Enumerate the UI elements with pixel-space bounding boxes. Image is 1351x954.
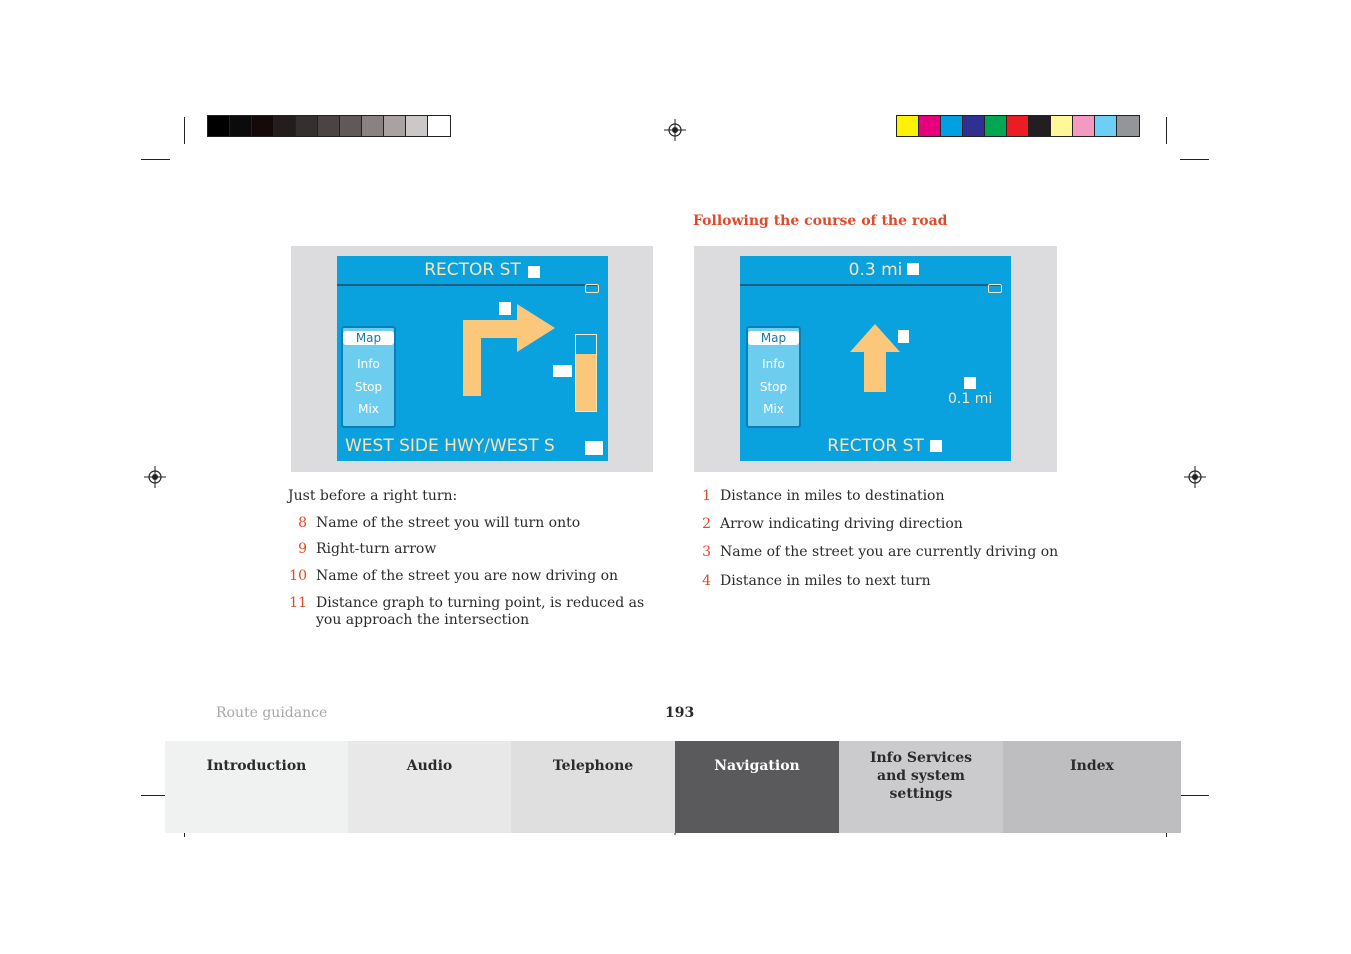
menu-item-mix[interactable]: Mix bbox=[763, 402, 784, 416]
callout-marker bbox=[553, 365, 572, 377]
legend-item: 4 Distance in miles to next turn bbox=[702, 573, 931, 589]
chapter-tabs bbox=[165, 741, 1181, 833]
section-heading: Following the course of the road bbox=[693, 213, 948, 229]
right-turn-arrow-icon bbox=[459, 302, 557, 398]
header-divider bbox=[740, 284, 1002, 286]
crop-mark bbox=[1180, 795, 1209, 796]
legend-item: 3 Name of the street you are currently driving on bbox=[702, 544, 1059, 560]
legend-item: 8 Name of the street you will turn onto bbox=[298, 515, 581, 531]
distance-graph-fill bbox=[576, 354, 596, 411]
color-swatch bbox=[941, 116, 963, 136]
crop-mark bbox=[184, 117, 185, 144]
color-swatch bbox=[428, 116, 450, 136]
crop-mark bbox=[1180, 159, 1209, 160]
menu-item-info[interactable]: Info bbox=[357, 357, 380, 371]
caption-intro: Just before a right turn: bbox=[288, 488, 458, 504]
registration-mark-icon bbox=[664, 119, 686, 141]
tab-introduction[interactable]: Introduction bbox=[165, 741, 348, 833]
color-swatch bbox=[1073, 116, 1095, 136]
footer-section-label: Route guidance bbox=[216, 705, 328, 721]
crop-mark bbox=[141, 159, 170, 160]
color-swatch bbox=[296, 116, 318, 136]
next-street-name: RECTOR ST bbox=[424, 260, 521, 280]
map-scale-icon bbox=[988, 284, 1002, 293]
straight-arrow-icon bbox=[848, 322, 902, 394]
color-swatch bbox=[985, 116, 1007, 136]
color-swatch bbox=[1029, 116, 1051, 136]
current-street-name: WEST SIDE HWY/WEST S bbox=[345, 436, 555, 456]
legend-item: 9 Right-turn arrow bbox=[298, 541, 437, 557]
color-swatch bbox=[1095, 116, 1117, 136]
color-swatch bbox=[362, 116, 384, 136]
legend-item: 11 Distance graph to turning point, is reduced as you approach the intersection bbox=[289, 595, 645, 628]
color-swatch bbox=[406, 116, 428, 136]
distance-to-next-turn: 0.1 mi bbox=[948, 391, 993, 407]
side-menu bbox=[341, 326, 396, 428]
color-swatch bbox=[252, 116, 274, 136]
crop-mark bbox=[1166, 117, 1167, 144]
color-swatch bbox=[384, 116, 406, 136]
color-swatch bbox=[208, 116, 230, 136]
registration-mark-icon bbox=[1184, 466, 1206, 488]
screen-figure-following-road bbox=[694, 246, 1057, 472]
navigation-display bbox=[740, 256, 1011, 461]
menu-item-mix[interactable]: Mix bbox=[358, 402, 379, 416]
color-calibration-bar bbox=[896, 115, 1140, 137]
registration-mark-icon bbox=[144, 466, 166, 488]
legend-item: 10 Name of the street you are now driving on bbox=[289, 568, 619, 584]
tab-audio[interactable]: Audio bbox=[348, 741, 511, 833]
tab-index[interactable]: Index bbox=[1003, 741, 1181, 833]
page-number: 193 bbox=[665, 705, 695, 721]
map-scale-icon bbox=[585, 284, 599, 293]
menu-item-map[interactable]: Map bbox=[343, 331, 394, 345]
color-swatch bbox=[340, 116, 362, 136]
callout-marker bbox=[964, 377, 976, 389]
menu-item-stop[interactable]: Stop bbox=[354, 380, 383, 394]
color-swatch bbox=[919, 116, 941, 136]
legend-item: 2 Arrow indicating driving direction bbox=[702, 516, 963, 532]
color-swatch bbox=[1051, 116, 1073, 136]
distance-graph bbox=[575, 334, 597, 412]
callout-marker bbox=[898, 330, 909, 343]
color-swatch bbox=[1117, 116, 1139, 136]
tab-telephone[interactable]: Telephone bbox=[511, 741, 675, 833]
callout-marker bbox=[528, 266, 540, 278]
grayscale-calibration-bar bbox=[207, 115, 451, 137]
legend-item: 1 Distance in miles to destination bbox=[702, 488, 945, 504]
color-swatch bbox=[1007, 116, 1029, 136]
callout-marker bbox=[585, 441, 603, 455]
tab-info-services[interactable]: Info Services and system settings bbox=[839, 741, 1003, 833]
side-menu bbox=[746, 326, 801, 428]
callout-marker bbox=[907, 263, 919, 275]
color-swatch bbox=[230, 116, 252, 136]
distance-to-destination: 0.3 mi bbox=[848, 260, 903, 280]
navigation-display bbox=[337, 256, 608, 461]
menu-item-info[interactable]: Info bbox=[762, 357, 785, 371]
color-swatch bbox=[897, 116, 919, 136]
callout-marker bbox=[930, 440, 942, 452]
color-swatch bbox=[274, 116, 296, 136]
header-divider bbox=[337, 284, 599, 286]
callout-marker bbox=[499, 302, 511, 315]
menu-item-map[interactable]: Map bbox=[748, 331, 799, 345]
tab-navigation[interactable]: Navigation bbox=[675, 741, 839, 833]
color-swatch bbox=[963, 116, 985, 136]
current-street-name: RECTOR ST bbox=[827, 436, 924, 456]
menu-item-stop[interactable]: Stop bbox=[759, 380, 788, 394]
color-swatch bbox=[318, 116, 340, 136]
screen-figure-right-turn bbox=[291, 246, 653, 472]
